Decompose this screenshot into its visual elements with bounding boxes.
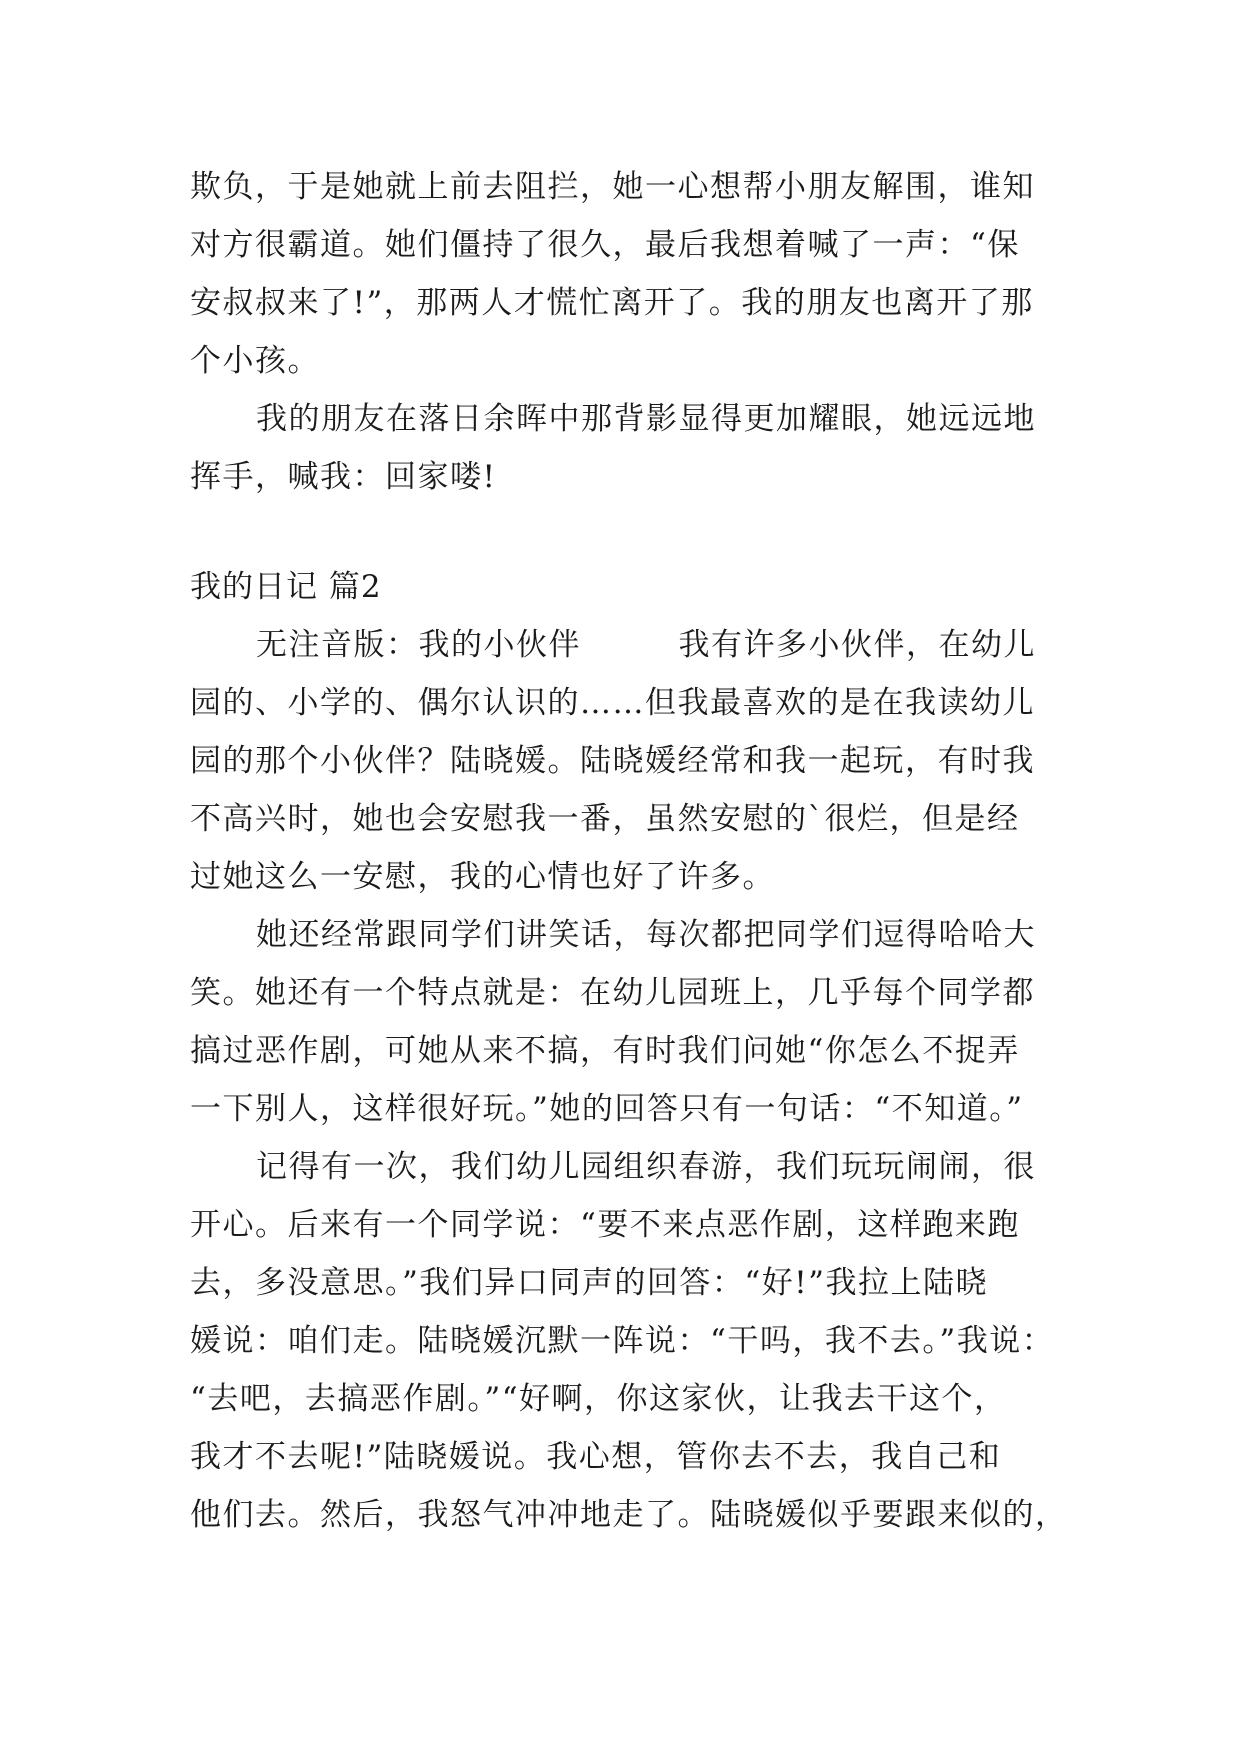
text-line: 欺负，于是她就上前去阻拦，她一心想帮小朋友解围，谁知	[190, 169, 1035, 205]
text-line: 园的那个小伙伴？陆晓媛。陆晓媛经常和我一起玩，有时我	[190, 743, 1035, 779]
section-heading: 我的日记 篇2	[190, 569, 382, 605]
text-line: 对方很霸道。她们僵持了很久，最后我想着喊了一声：“保	[190, 227, 1020, 263]
text-line: 开心。后来有一个同学说：“要不来点恶作剧，这样跑来跑	[190, 1207, 1020, 1243]
text-line: 挥手，喊我：回家喽!	[190, 459, 497, 495]
section-2	[190, 616, 1068, 1544]
section-spacer	[190, 506, 1052, 558]
text-line: 个小孩。	[190, 343, 320, 379]
document-page	[190, 158, 1068, 1544]
text-line: 安叔叔来了!”，那两人才慌忙离开了。我的朋友也离开了那	[190, 285, 1034, 321]
text-line: 园的、小学的、偶尔认识的……但我最喜欢的是在我读幼儿	[190, 685, 1035, 721]
text-line: 搞过恶作剧，可她从来不搞，有时我们问她“你怎么不捉弄	[190, 1033, 1020, 1069]
text-line: “去吧，去搞恶作剧。”“好啊，你这家伙，让我去干这个，	[190, 1381, 1007, 1417]
text-line: 过她这么一安慰，我的心情也好了许多。	[190, 859, 775, 895]
text-line: 不高兴时，她也会安慰我一番，虽然安慰的`很烂，但是经	[190, 801, 1020, 837]
text-line: 一下别人，这样很好玩。”她的回答只有一句话：“不知道。”	[190, 1091, 1024, 1127]
text-line: 我才不去呢!”陆晓媛说。我心想，管你去不去，我自己和	[190, 1439, 1002, 1475]
text-line: 我的朋友在落日余晖中那背影显得更加耀眼，她远远地	[256, 401, 1036, 437]
text-line: 无注音版：我的小伙伴 我有许多小伙伴，在幼儿	[256, 627, 1036, 663]
text-line: 去，多没意思。”我们异口同声的回答：“好!”我拉上陆晓	[190, 1265, 988, 1301]
text-line: 笑。她还有一个特点就是：在幼儿园班上，几乎每个同学都	[190, 975, 1035, 1011]
text-line: 记得有一次，我们幼儿园组织春游，我们玩玩闹闹，很	[256, 1149, 1036, 1185]
section-1	[190, 158, 1052, 506]
text-line: 媛说：咱们走。陆晓媛沉默一阵说：“干吗，我不去。”我说：	[190, 1323, 1055, 1359]
text-line: 他们去。然后，我怒气冲冲地走了。陆晓媛似乎要跟来似的，	[190, 1497, 1068, 1533]
text-line: 她还经常跟同学们讲笑话，每次都把同学们逗得哈哈大	[256, 917, 1036, 953]
